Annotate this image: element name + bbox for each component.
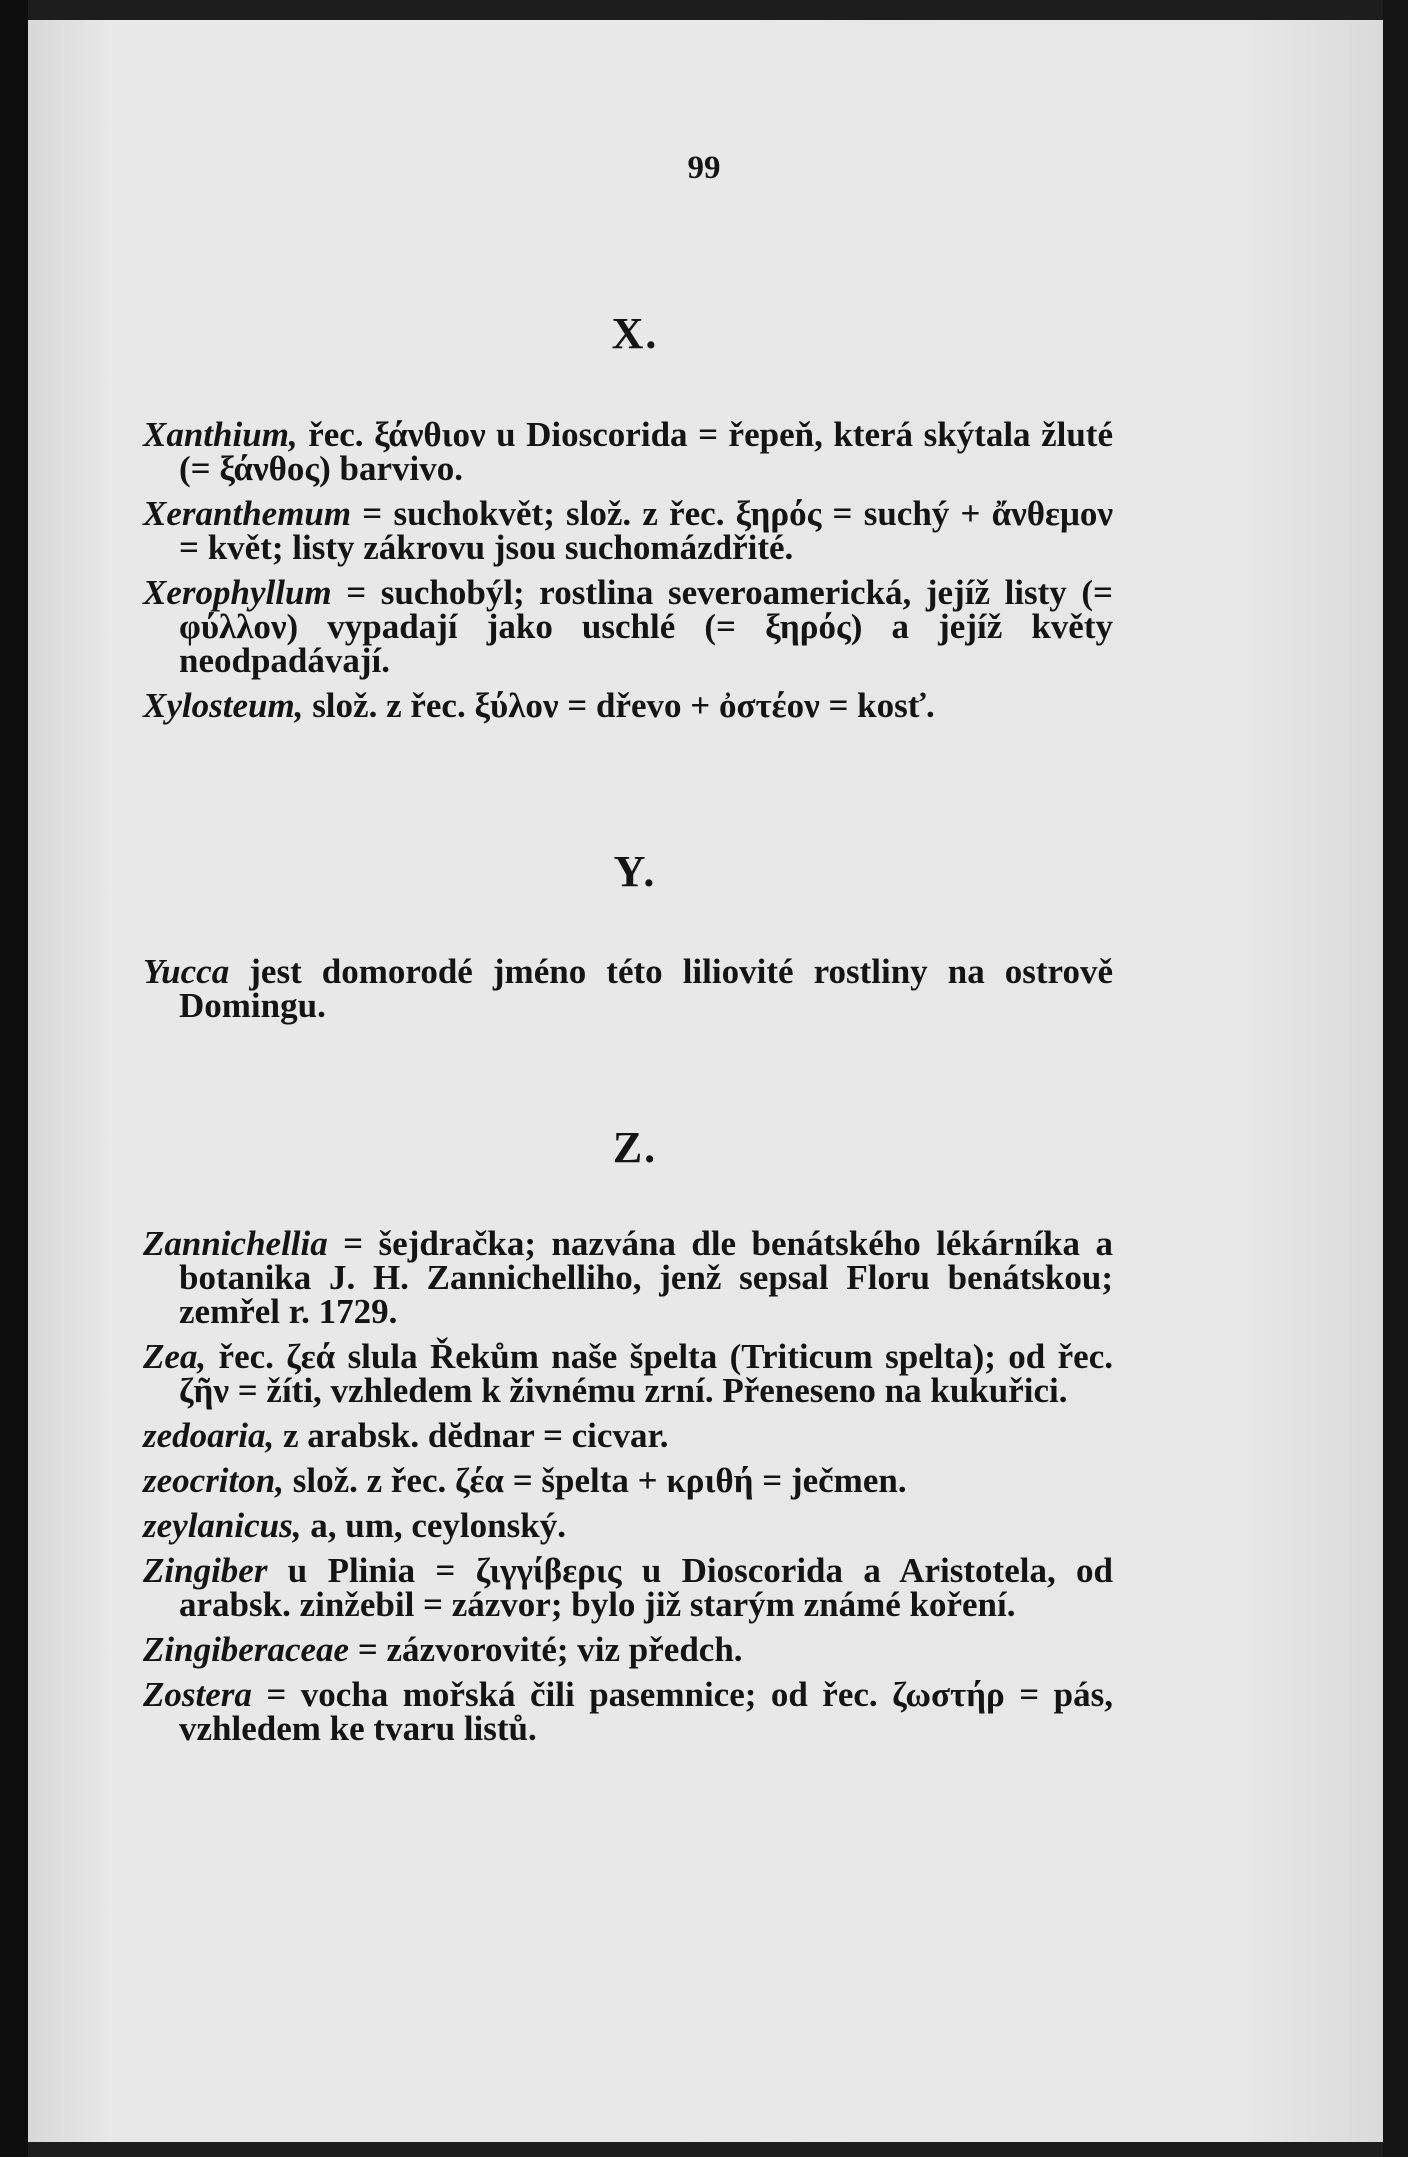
headword: Yucca xyxy=(143,952,230,991)
entry-zannichellia xyxy=(143,1224,1113,1331)
headword: Xerophyllum xyxy=(143,573,332,612)
entry-zostera xyxy=(143,1675,1113,1748)
page-number: 99 xyxy=(687,150,721,186)
headword: Zingiber xyxy=(143,1551,268,1590)
entry-xeranthemum xyxy=(143,494,1113,567)
definition: slož. z řec. ξύλον = dřevo + ὀστέον = kosť. xyxy=(303,686,935,725)
entry-zingiberaceae xyxy=(143,1630,1113,1669)
headword: Xylosteum, xyxy=(143,686,304,725)
headword: zeocriton, xyxy=(143,1461,284,1500)
entry-zeylanicus xyxy=(143,1506,1113,1545)
section-z-entries xyxy=(143,1224,1113,1757)
headword: Zea, xyxy=(143,1337,207,1376)
section-x-entries xyxy=(143,415,1113,734)
entry-xanthium xyxy=(143,415,1113,488)
definition: z arabsk. dĕdnar = cicvar. xyxy=(274,1416,669,1455)
definition: = šejdračka; nazvána dle benátského lékárníka a botanika J. H. Zannichelliho, jenž sepsal Floru benátskou; zemřel r. 1729. xyxy=(179,1224,1113,1331)
headword: Zostera xyxy=(143,1675,252,1714)
entry-zedoaria xyxy=(143,1416,1113,1455)
definition: = vocha mořská čili pasemnice; od řec. ζωστήρ = pás, vzhledem ke tvaru listů. xyxy=(179,1675,1113,1748)
definition: = suchokvět; slož. z řec. ξηρός = suchý + ἄνθεμον = květ; listy zákrovu jsou suchomázdřité. xyxy=(179,494,1113,567)
headword: Xeranthemum xyxy=(143,494,352,533)
headword: zeylanicus, xyxy=(143,1506,302,1545)
section-y-entries xyxy=(143,952,1113,1034)
entry-zingiber xyxy=(143,1551,1113,1624)
definition: = suchobýl; rostlina severoamerická, jejíž listy (= φύλλον) vypadají jako uschlé (= ξηρός) a jejíž květy neodpadávají. xyxy=(179,573,1113,680)
entry-zeocriton xyxy=(143,1461,1113,1500)
entry-yucca xyxy=(143,952,1113,1025)
section-heading-z: Z. xyxy=(612,1123,658,1172)
definition: a, um, ceylonský. xyxy=(301,1506,566,1545)
headword: Zannichellia xyxy=(143,1224,328,1263)
headword: Zingiberaceae xyxy=(143,1630,350,1669)
section-heading-y: Y. xyxy=(613,847,657,896)
scan-right-border xyxy=(1383,0,1408,2157)
definition: slož. z řec. ζέα = špelta + κριθή = ječmen. xyxy=(283,1461,907,1500)
section-heading-x: X. xyxy=(611,309,659,358)
entry-xylosteum xyxy=(143,686,1113,725)
definition: řec. ζεά slula Řekům naše špelta (Triticum spelta); od řec. ζῆν = žíti, vzhledem k živnému zrní. Přeneseno na kukuřici. xyxy=(179,1337,1113,1410)
definition: u Plinia = ζιγγίβερις u Dioscorida a Aristotela, od arabsk. zinžebil = zázvor; bylo již starým známé koření. xyxy=(179,1551,1113,1624)
entry-zea xyxy=(143,1337,1113,1410)
headword: Xanthium, xyxy=(143,415,298,454)
headword: zedoaria, xyxy=(143,1416,275,1455)
entry-xerophyllum xyxy=(143,573,1113,680)
definition: řec. ξάνθιον u Dioscorida = řepeň, která skýtala žluté (= ξάνθος) barvivo. xyxy=(179,415,1113,488)
definition: jest domorodé jméno této liliovité rostliny na ostrově Domingu. xyxy=(179,952,1113,1025)
definition: = zázvorovité; viz předch. xyxy=(349,1630,743,1669)
